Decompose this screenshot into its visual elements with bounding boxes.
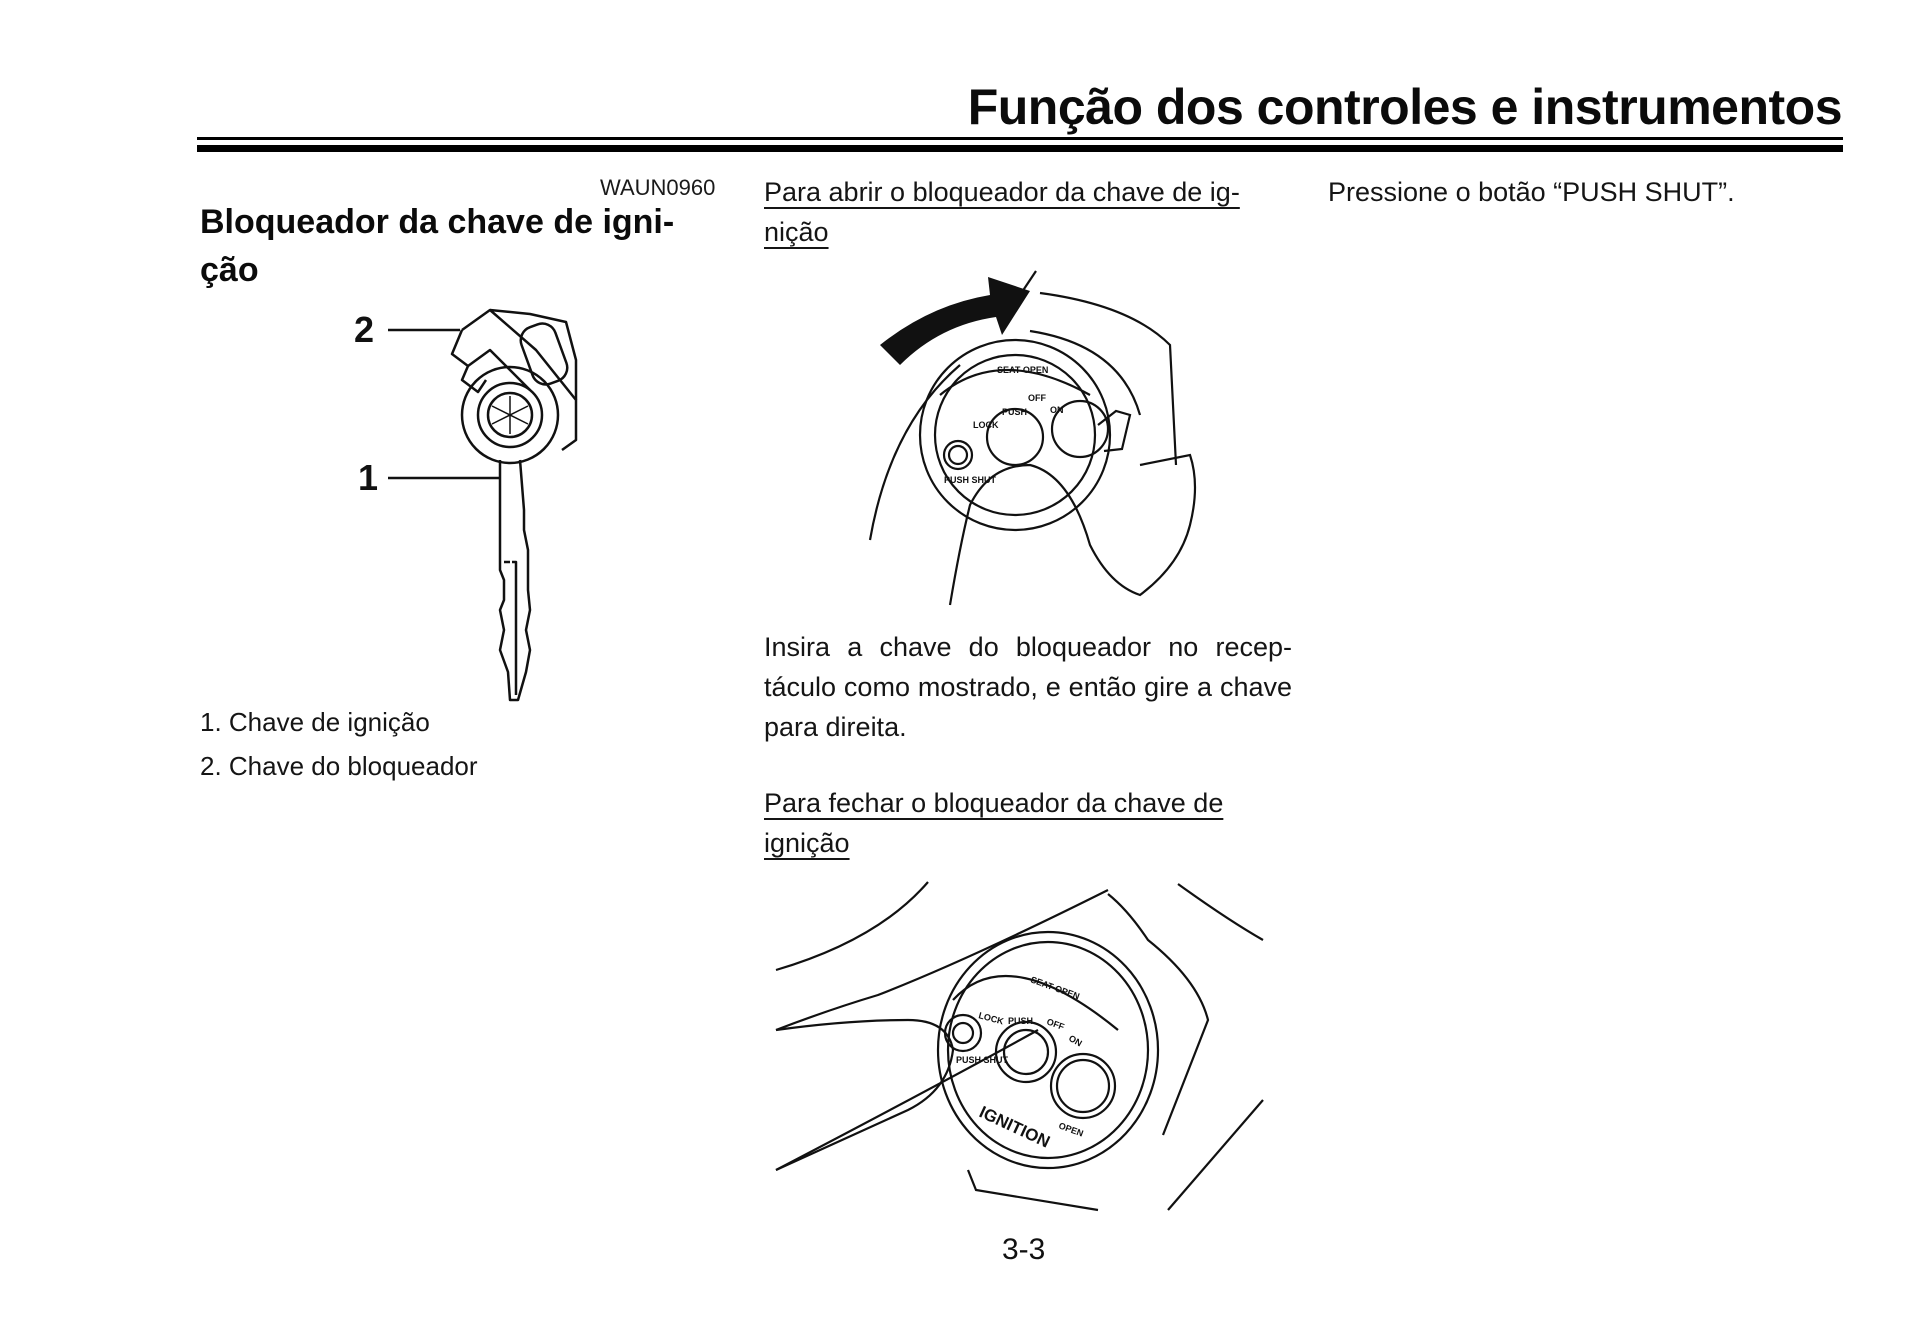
open-instructions: Insira a chave do bloqueador no recep- táculo como mostrado, e então gire a chave para direita. bbox=[764, 632, 1292, 742]
label-push: PUSH bbox=[1008, 1016, 1034, 1026]
label-ignition: IGNITION bbox=[976, 1102, 1053, 1152]
page-number: 3-3 bbox=[1002, 1233, 1046, 1266]
label-push: PUSH bbox=[1002, 407, 1028, 417]
push-shut-instruction: Pressione o botão “PUSH SHUT”. bbox=[1328, 177, 1735, 207]
callout-2: 2 bbox=[354, 309, 375, 350]
callout-1: 1 bbox=[358, 457, 379, 498]
figure-legend bbox=[200, 700, 478, 788]
open-heading: Para abrir o bloqueador da chave de ig- nição bbox=[764, 177, 1240, 247]
label-seat-open: SEAT OPEN bbox=[997, 365, 1049, 375]
legend-item-2: 2. Chave do bloqueador bbox=[200, 751, 478, 781]
section-code: WAUN0960 bbox=[600, 175, 716, 200]
label-push-shut: PUSH SHUT bbox=[944, 475, 997, 485]
label-open: OPEN bbox=[1057, 1120, 1085, 1139]
key-illustration bbox=[340, 300, 620, 710]
label-lock: LOCK bbox=[977, 1010, 1005, 1027]
label-lock: LOCK bbox=[973, 420, 999, 430]
header-rule-thin bbox=[197, 137, 1843, 140]
close-heading: Para fechar o bloqueador da chave de ignição bbox=[764, 788, 1224, 858]
ignition-close-illustration bbox=[768, 880, 1288, 1230]
legend-item-1: 1. Chave de ignição bbox=[200, 707, 430, 737]
header-rule-thick bbox=[197, 145, 1843, 152]
label-on: ON bbox=[1067, 1033, 1084, 1049]
label-push-shut: PUSH SHUT bbox=[956, 1055, 1009, 1065]
ignition-open-illustration bbox=[840, 265, 1240, 610]
label-seat-open: SEAT OPEN bbox=[1029, 974, 1081, 1002]
label-on: ON bbox=[1050, 405, 1064, 415]
label-off: OFF bbox=[1028, 393, 1046, 403]
page-title: Função dos controles e instrumentos bbox=[967, 79, 1842, 135]
section-title: Bloqueador da chave de igni- ção bbox=[200, 203, 675, 289]
label-off: OFF bbox=[1045, 1016, 1066, 1033]
